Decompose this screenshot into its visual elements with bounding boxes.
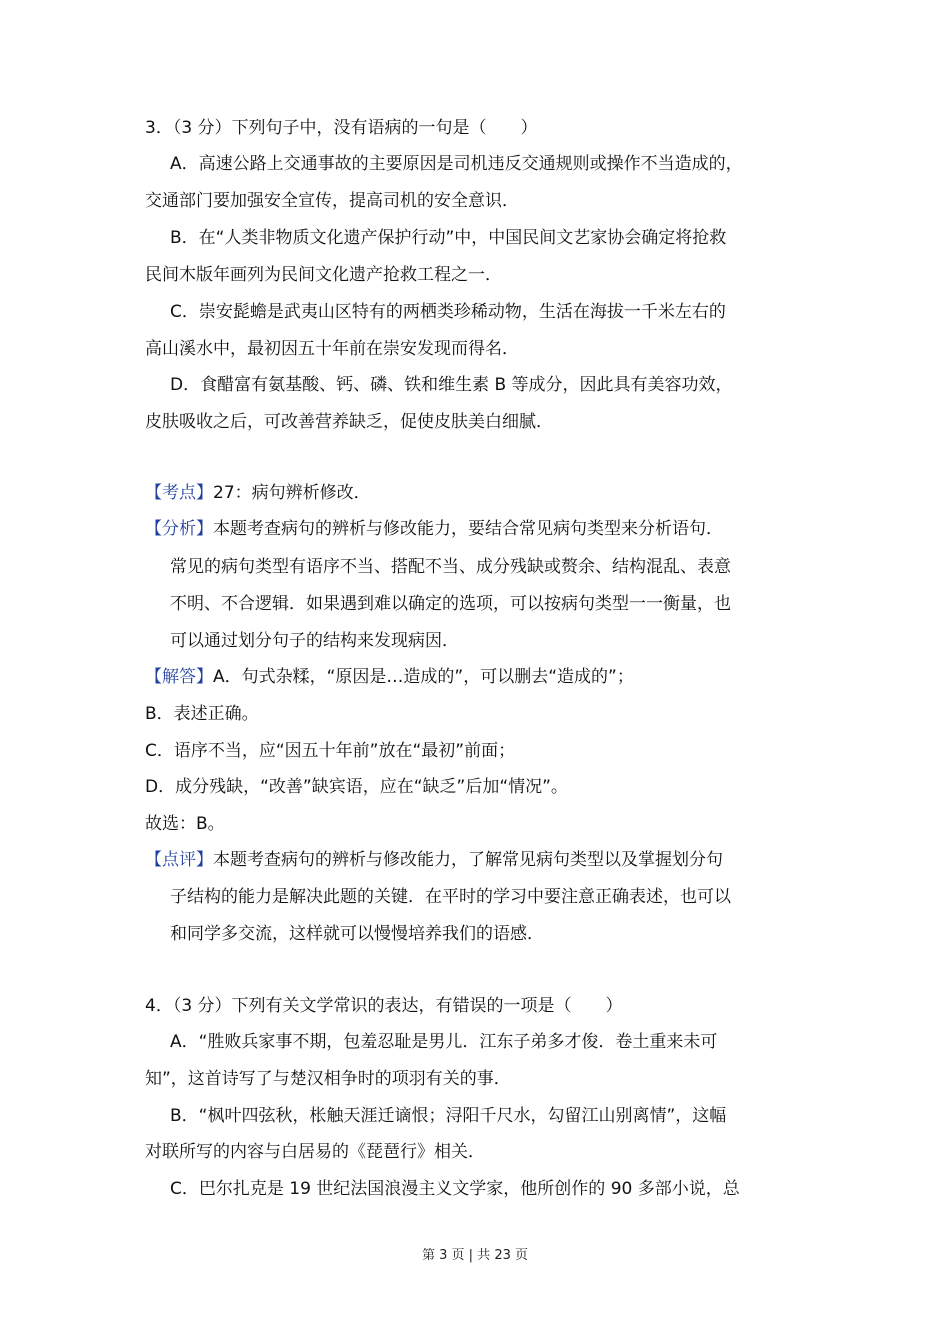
q4-option-b-line1: B．“枫叶四弦秋，枨触天涯迁谪恨；浔阳千尺水，勾留江山别离情”，这幅 <box>170 1106 727 1126</box>
q3-stem: 3．（3 分）下列句子中，没有语病的一句是（ ） <box>145 118 538 138</box>
q3-option-d-line2: 皮肤吸收之后，可改善营养缺乏，促使皮肤美白细腻． <box>145 412 553 432</box>
dianping-tag: 【点评】 <box>145 850 213 870</box>
jieda-row <box>145 665 634 689</box>
kaodian-row <box>145 481 371 505</box>
q4-option-c-line1: C．巴尔扎克是 19 世纪法国浪漫主义文学家，他所创作的 90 多部小说，总 <box>170 1179 740 1199</box>
q4-option-a-line2: 知”，这首诗写了与楚汉相争时的项羽有关的事． <box>145 1069 511 1089</box>
q3-option-a-line1: A．高速公路上交通事故的主要原因是司机违反交通规则或操作不当造成的， <box>170 154 743 174</box>
kaodian-tag: 【考点】 <box>145 483 213 503</box>
fenxi-line3: 不明、不合逻辑．如果遇到难以确定的选项，可以按病句类型一一衡量，也 <box>170 594 731 614</box>
q4-option-b-line2: 对联所写的内容与白居易的《琵琶行》相关． <box>145 1142 485 1162</box>
q3-option-d-line1: D．食醋富有氨基酸、钙、磷、铁和维生素 B 等成分，因此具有美容功效， <box>170 375 733 395</box>
dianping-line2: 子结构的能力是解决此题的关键．在平时的学习中要注意正确表述，也可以 <box>170 887 731 907</box>
q4-stem: 4．（3 分）下列有关文学常识的表达，有错误的一项是（ ） <box>145 996 623 1016</box>
fenxi-line4: 可以通过划分句子的结构来发现病因． <box>170 631 459 651</box>
q3-option-b-line1: B．在“人类非物质文化遗产保护行动”中，中国民间文艺家协会确定将抢救 <box>170 228 727 248</box>
dianping-line3: 和同学多交流，这样就可以慢慢培养我们的语感． <box>170 924 544 944</box>
kaodian-text: 27：病句辨析修改． <box>213 483 371 503</box>
q3-option-c-line2: 高山溪水中，最初因五十年前在崇安发现而得名． <box>145 339 519 359</box>
q3-option-a-line2: 交通部门要加强安全宣传，提高司机的安全意识． <box>145 191 519 211</box>
fenxi-line1: 本题考查病句的辨析与修改能力，要结合常见病句类型来分析语句． <box>213 519 723 539</box>
jieda-answer: 故选：B。 <box>145 814 225 834</box>
q4-option-a-line1: A．“胜败兵家事不期，包羞忍耻是男儿．江东子弟多才俊．卷土重来未可 <box>170 1032 718 1052</box>
dianping-row <box>145 848 723 872</box>
dianping-line1: 本题考查病句的辨析与修改能力，了解常见病句类型以及掌握划分句 <box>213 850 723 870</box>
jieda-tag: 【解答】 <box>145 667 213 687</box>
q3-option-c-line1: C．崇安髭蟾是武夷山区特有的两栖类珍稀动物，生活在海拔一千米左右的 <box>170 302 726 322</box>
page-footer: 第 3 页 | 共 23 页 <box>422 1248 528 1263</box>
jieda-line1: A．句式杂糅，“原因是…造成的”，可以删去“造成的”； <box>213 667 634 687</box>
q3-option-b-line2: 民间木版年画列为民间文化遗产抢救工程之一． <box>145 265 502 285</box>
jieda-line4: D．成分残缺，“改善”缺宾语，应在“缺乏”后加“情况”。 <box>145 777 568 797</box>
jieda-line3: C．语序不当，应“因五十年前”放在“最初”前面； <box>145 741 516 761</box>
fenxi-row <box>145 517 723 541</box>
jieda-line2: B．表述正确。 <box>145 704 259 724</box>
fenxi-line2: 常见的病句类型有语序不当、搭配不当、成分残缺或赘余、结构混乱、表意 <box>170 557 731 577</box>
fenxi-tag: 【分析】 <box>145 519 213 539</box>
